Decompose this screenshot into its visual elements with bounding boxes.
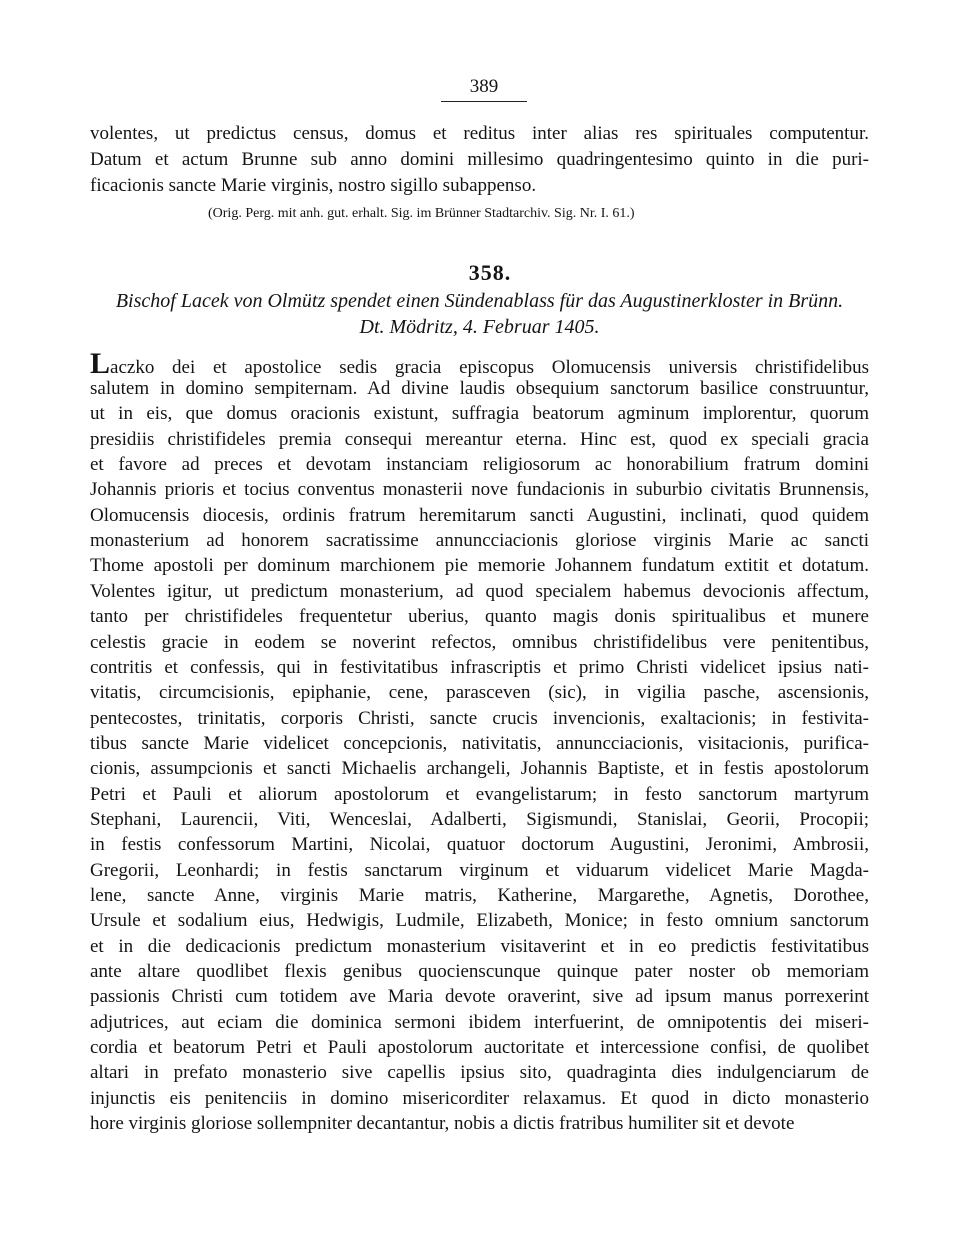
body-line: cordia et beatorum Petri et Pauli apostolorum auctoritate et intercessione confisi, de quolibet [90, 1037, 869, 1059]
initial-letter: L [90, 347, 111, 380]
body-line: et favore ad preces et devotam instanciam religiosorum ac honorabilium fratrum domini [90, 454, 869, 476]
body-line: Stephani, Laurencii, Viti, Wenceslai, Adalberti, Sigismundi, Stanislai, Georii, Procopii; [90, 808, 869, 830]
body-line: celestis gracie in eodem se noverint refectos, omnibus christifidelibus vere penitentibus, [90, 631, 869, 653]
page-number: 389 [469, 76, 499, 97]
body-line: Thome apostoli per dominum marchionem pie memorie Johannem fundatum extitit et dotatum. [90, 555, 869, 577]
text-line: volentes, ut predictus census, domus et reditus inter alias res spirituales computentur. [90, 123, 869, 144]
text-line: Datum et actum Brunne sub anno domini millesimo quadringentesimo quinto in die puri- [90, 149, 869, 170]
body-line: Olomucensis diocesis, ordinis fratrum heremitarum sancti Augustini, inclinati, quod quidem [90, 504, 869, 526]
body-line: pentecostes, trinitatis, corporis Christi, sancte crucis invencionis, exaltacionis; in festivita- [90, 707, 869, 729]
body-line: Petri et Pauli et aliorum apostolorum et evangelistarum; in festo sanctorum martyrum [90, 783, 869, 805]
body-line: Johannis prioris et tocius conventus monasterii nove fundacionis in suburbio civitatis Brunnensis, [90, 479, 869, 501]
body-line: Gregorii, Leonhardi; in festis sanctarum virginum et viduarum videlicet Marie Magda- [90, 859, 869, 881]
body-line: altari in prefato monasterio sive capellis ipsius sito, quadraginta dies indulgenciarum de [90, 1062, 869, 1084]
body-line: ut in eis, que domus oracionis existunt, suffragia beatorum agminum implorentur, quorum [90, 403, 869, 425]
body-line: presidiis christifideles premia consequi mereantur eterna. Hinc est, quod ex speciali gracia [90, 428, 869, 450]
body-first-line [90, 347, 869, 380]
body-line: adjutrices, aut eciam die dominica sermoni ibidem interfuerint, de omnipotentis dei miseri- [90, 1011, 869, 1033]
page-number-rule [441, 101, 527, 102]
document-title: Bischof Lacek von Olmütz spendet einen Sündenablass für das Augustinerkloster in Brünn. [115, 290, 844, 312]
body-line: tanto per christifideles frequentetur uberius, quanto magis donis spiritualibus et munere [90, 606, 869, 628]
body-line: vitatis, circumcisionis, epiphanie, cene, parasceven (sic), in vigilia pasche, ascensionis, [90, 682, 869, 704]
body-line: passionis Christi cum totidem ave Maria devote oraverint, sive ad ipsum manus porrexerint [90, 986, 869, 1008]
body-line: Ursule et sodalium eius, Hedwigis, Ludmile, Elizabeth, Monice; in festo omnium sanctorum [90, 910, 869, 932]
body-line: monasterium ad honorem sacratissime annuncciacionis gloriose virginis Marie ac sancti [90, 530, 869, 552]
first-line-text: aczko dei et apostolice sedis gracia episcopus Olomucensis universis christifidelibus [110, 357, 869, 378]
text-line: ficacionis sancte Marie virginis, nostro sigillo subappenso. [90, 175, 537, 196]
body-line: Volentes igitur, ut predictum monasterium, ad quod specialem habemus devocionis affectum, [90, 580, 869, 602]
document-date: Dt. Mödritz, 4. Februar 1405. [359, 316, 600, 338]
body-line: tibus sancte Marie videlicet concepcionis, nativitatis, annuncciacionis, visitacionis, purifica- [90, 732, 869, 754]
body-line: injunctis eis penitenciis in domino misericorditer relaxamus. Et quod in dicto monasterio [90, 1087, 869, 1109]
body-line: contritis et confessis, qui in festivitatibus infrascriptis et primo Christi videlicet ipsius nati- [90, 656, 869, 678]
body-line: lene, sancte Anne, virginis Marie matris, Katherine, Margarethe, Agnetis, Dorothee, [90, 885, 869, 906]
body-line: et in die dedicacionis predictum monasterium visitaverint et in eo predictis festivitatibus [90, 935, 869, 957]
body-line: in festis confessorum Martini, Nicolai, quatuor doctorum Augustini, Jeronimi, Ambrosii, [90, 834, 869, 856]
body-line: cionis, assumpcionis et sancti Michaelis archangeli, Johannis Baptiste, et in festis apostolorum [90, 758, 869, 780]
document-number: 358. [468, 260, 512, 285]
body-line: hore virginis gloriose sollempniter decantantur, nobis a dictis fratribus humiliter sit et devote [90, 1113, 795, 1135]
body-line: salutem in domino sempiternam. Ad divine laudis obsequium sanctorum basilice construuntur, [90, 378, 869, 399]
body-line: ante altare quodlibet flexis genibus quocienscunque quinque pater noster ob memoriam [90, 961, 869, 983]
source-note: (Orig. Perg. mit anh. gut. erhalt. Sig. im Brünner Stadtarchiv. Sig. Nr. I. 61.) [208, 206, 635, 221]
